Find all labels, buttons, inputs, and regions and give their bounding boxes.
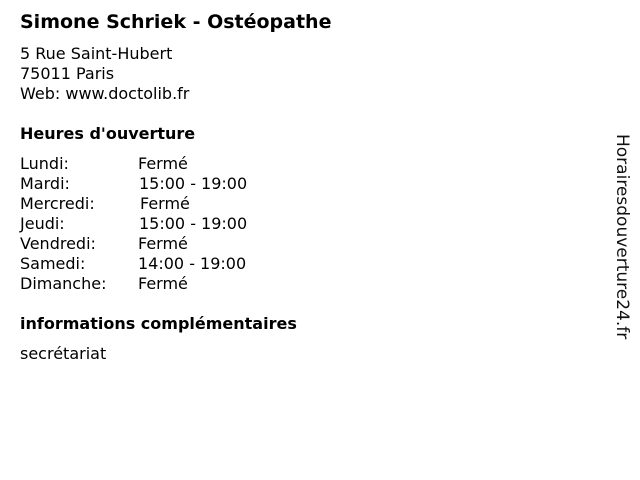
opening-hours-list xyxy=(20,154,320,294)
hours-day-label: Lundi: xyxy=(20,154,69,173)
hours-day-value: 15:00 - 19:00 xyxy=(139,174,248,193)
hours-day-value: 15:00 - 19:00 xyxy=(139,214,248,233)
hours-row-sunday xyxy=(20,274,320,294)
additional-info-heading: informations complémentaires xyxy=(20,314,297,333)
hours-day-label: Samedi: xyxy=(20,254,86,273)
hours-day-value: 14:00 - 19:00 xyxy=(138,254,247,273)
hours-row-wednesday xyxy=(20,194,320,214)
page-title: Simone Schriek - Ostéopathe xyxy=(20,11,332,33)
hours-day-label: Vendredi: xyxy=(20,234,96,253)
hours-day-value: Fermé xyxy=(140,194,190,213)
opening-hours-heading: Heures d'ouverture xyxy=(20,124,196,143)
address-city: 75011 Paris xyxy=(20,64,115,83)
address-street: 5 Rue Saint-Hubert xyxy=(20,44,173,63)
additional-info-text: secrétariat xyxy=(20,344,107,363)
hours-day-value: Fermé xyxy=(138,154,188,173)
hours-day-value: Fermé xyxy=(138,274,188,293)
hours-day-value: Fermé xyxy=(138,234,188,253)
hours-row-monday xyxy=(20,154,320,174)
hours-row-thursday xyxy=(20,214,320,234)
hours-day-label: Dimanche: xyxy=(20,274,107,293)
hours-day-label: Mercredi: xyxy=(20,194,95,213)
hours-row-friday xyxy=(20,234,320,254)
site-brand-watermark: Horairesdouverture24.fr xyxy=(612,134,632,340)
address-web: Web: www.doctolib.fr xyxy=(20,84,190,103)
hours-row-saturday xyxy=(20,254,320,274)
hours-row-tuesday xyxy=(20,174,320,194)
hours-day-label: Mardi: xyxy=(20,174,70,193)
address-block xyxy=(20,44,189,104)
hours-day-label: Jeudi: xyxy=(20,214,65,233)
